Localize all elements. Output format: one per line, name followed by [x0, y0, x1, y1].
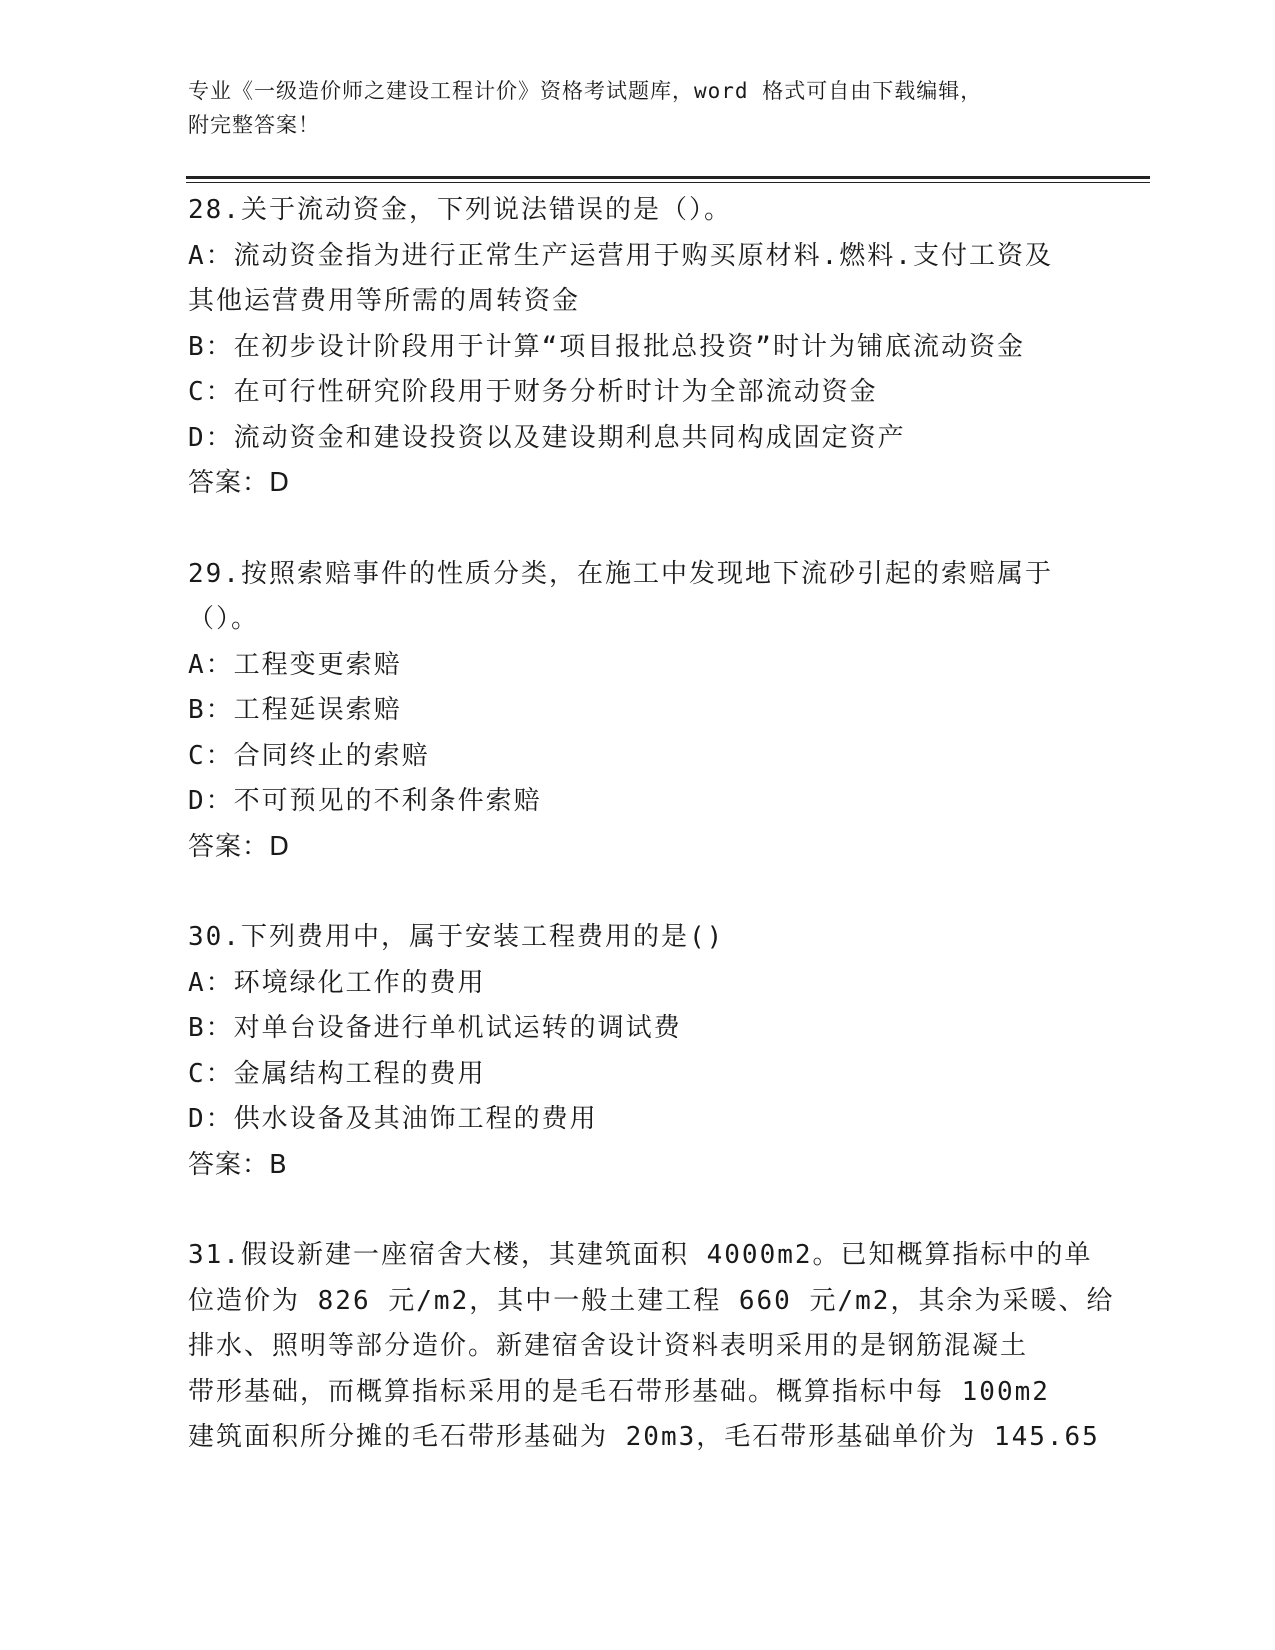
question-31: [188, 1233, 1115, 1461]
document-header: [188, 74, 1088, 142]
option-d: D：流动资金和建设投资以及建设期利息共同构成固定资产: [188, 422, 906, 453]
option-a: A：流动资金指为进行正常生产运营用于购买原材料.燃料.支付工资及: [188, 240, 1053, 271]
spacer: [188, 870, 1088, 915]
option-b: B：对单台设备进行单机试运转的调试费: [188, 1013, 682, 1043]
option-b: B：在初步设计阶段用于计算“项目报批总投资”时计为铺底流动资金: [188, 331, 1025, 362]
option-a: A：环境绿化工作的费用: [188, 967, 486, 998]
option-d: D：不可预见的不利条件索赔: [188, 786, 542, 816]
question-28: [188, 188, 1088, 507]
question-stem: 30.下列费用中，属于安装工程费用的是(): [188, 922, 725, 952]
question-30: [188, 915, 1088, 1188]
option-c: C：在可行性研究阶段用于财务分析时计为全部流动资金: [188, 377, 878, 407]
question-stem: 31.假设新建一座宿舍大楼，其建筑面积 4000m2。已知概算指标中的单: [188, 1240, 1093, 1270]
question-stem-continued: 位造价为 826 元/m2，其中一般土建工程 660 元/m2，其余为采暖、给: [188, 1285, 1115, 1316]
question-stem-continued: 建筑面积所分摊的毛石带形基础为 20m3，毛石带形基础单价为 145.65: [188, 1422, 1100, 1452]
header-line-2: 附完整答案！: [188, 113, 320, 137]
question-stem-continued: 排水、照明等部分造价。新建宿舍设计资料表明采用的是钢筋混凝土: [188, 1331, 1029, 1361]
question-list: [188, 188, 1115, 1461]
spacer: [188, 507, 1088, 552]
question-stem-continued: （）。: [188, 604, 260, 634]
option-d: D：供水设备及其油饰工程的费用: [188, 1104, 598, 1134]
answer: 答案：D: [188, 831, 291, 862]
option-a-continued: 其他运营费用等所需的周转资金: [188, 286, 581, 316]
question-stem: 29.按照索赔事件的性质分类，在施工中发现地下流砂引起的索赔属于: [188, 558, 1053, 589]
answer: 答案：B: [188, 1149, 288, 1180]
question-stem: 28.关于流动资金，下列说法错误的是（）。: [188, 195, 732, 225]
spacer: [188, 1188, 1088, 1233]
header-divider-thin: [186, 182, 1150, 183]
question-29: [188, 552, 1088, 871]
option-c: C：合同终止的索赔: [188, 740, 430, 771]
question-stem-continued: 带形基础，而概算指标采用的是毛石带形基础。概算指标中每 100m2: [188, 1376, 1050, 1407]
option-c: C：金属结构工程的费用: [188, 1058, 486, 1089]
answer: 答案：D: [188, 468, 291, 498]
option-b: B：工程延误索赔: [188, 695, 402, 725]
header-line-1: 专业《一级造价师之建设工程计价》资格考试题库，word 格式可自由下载编辑，: [188, 79, 983, 103]
header-divider-thick: [186, 176, 1150, 179]
option-a: A：工程变更索赔: [188, 649, 402, 680]
